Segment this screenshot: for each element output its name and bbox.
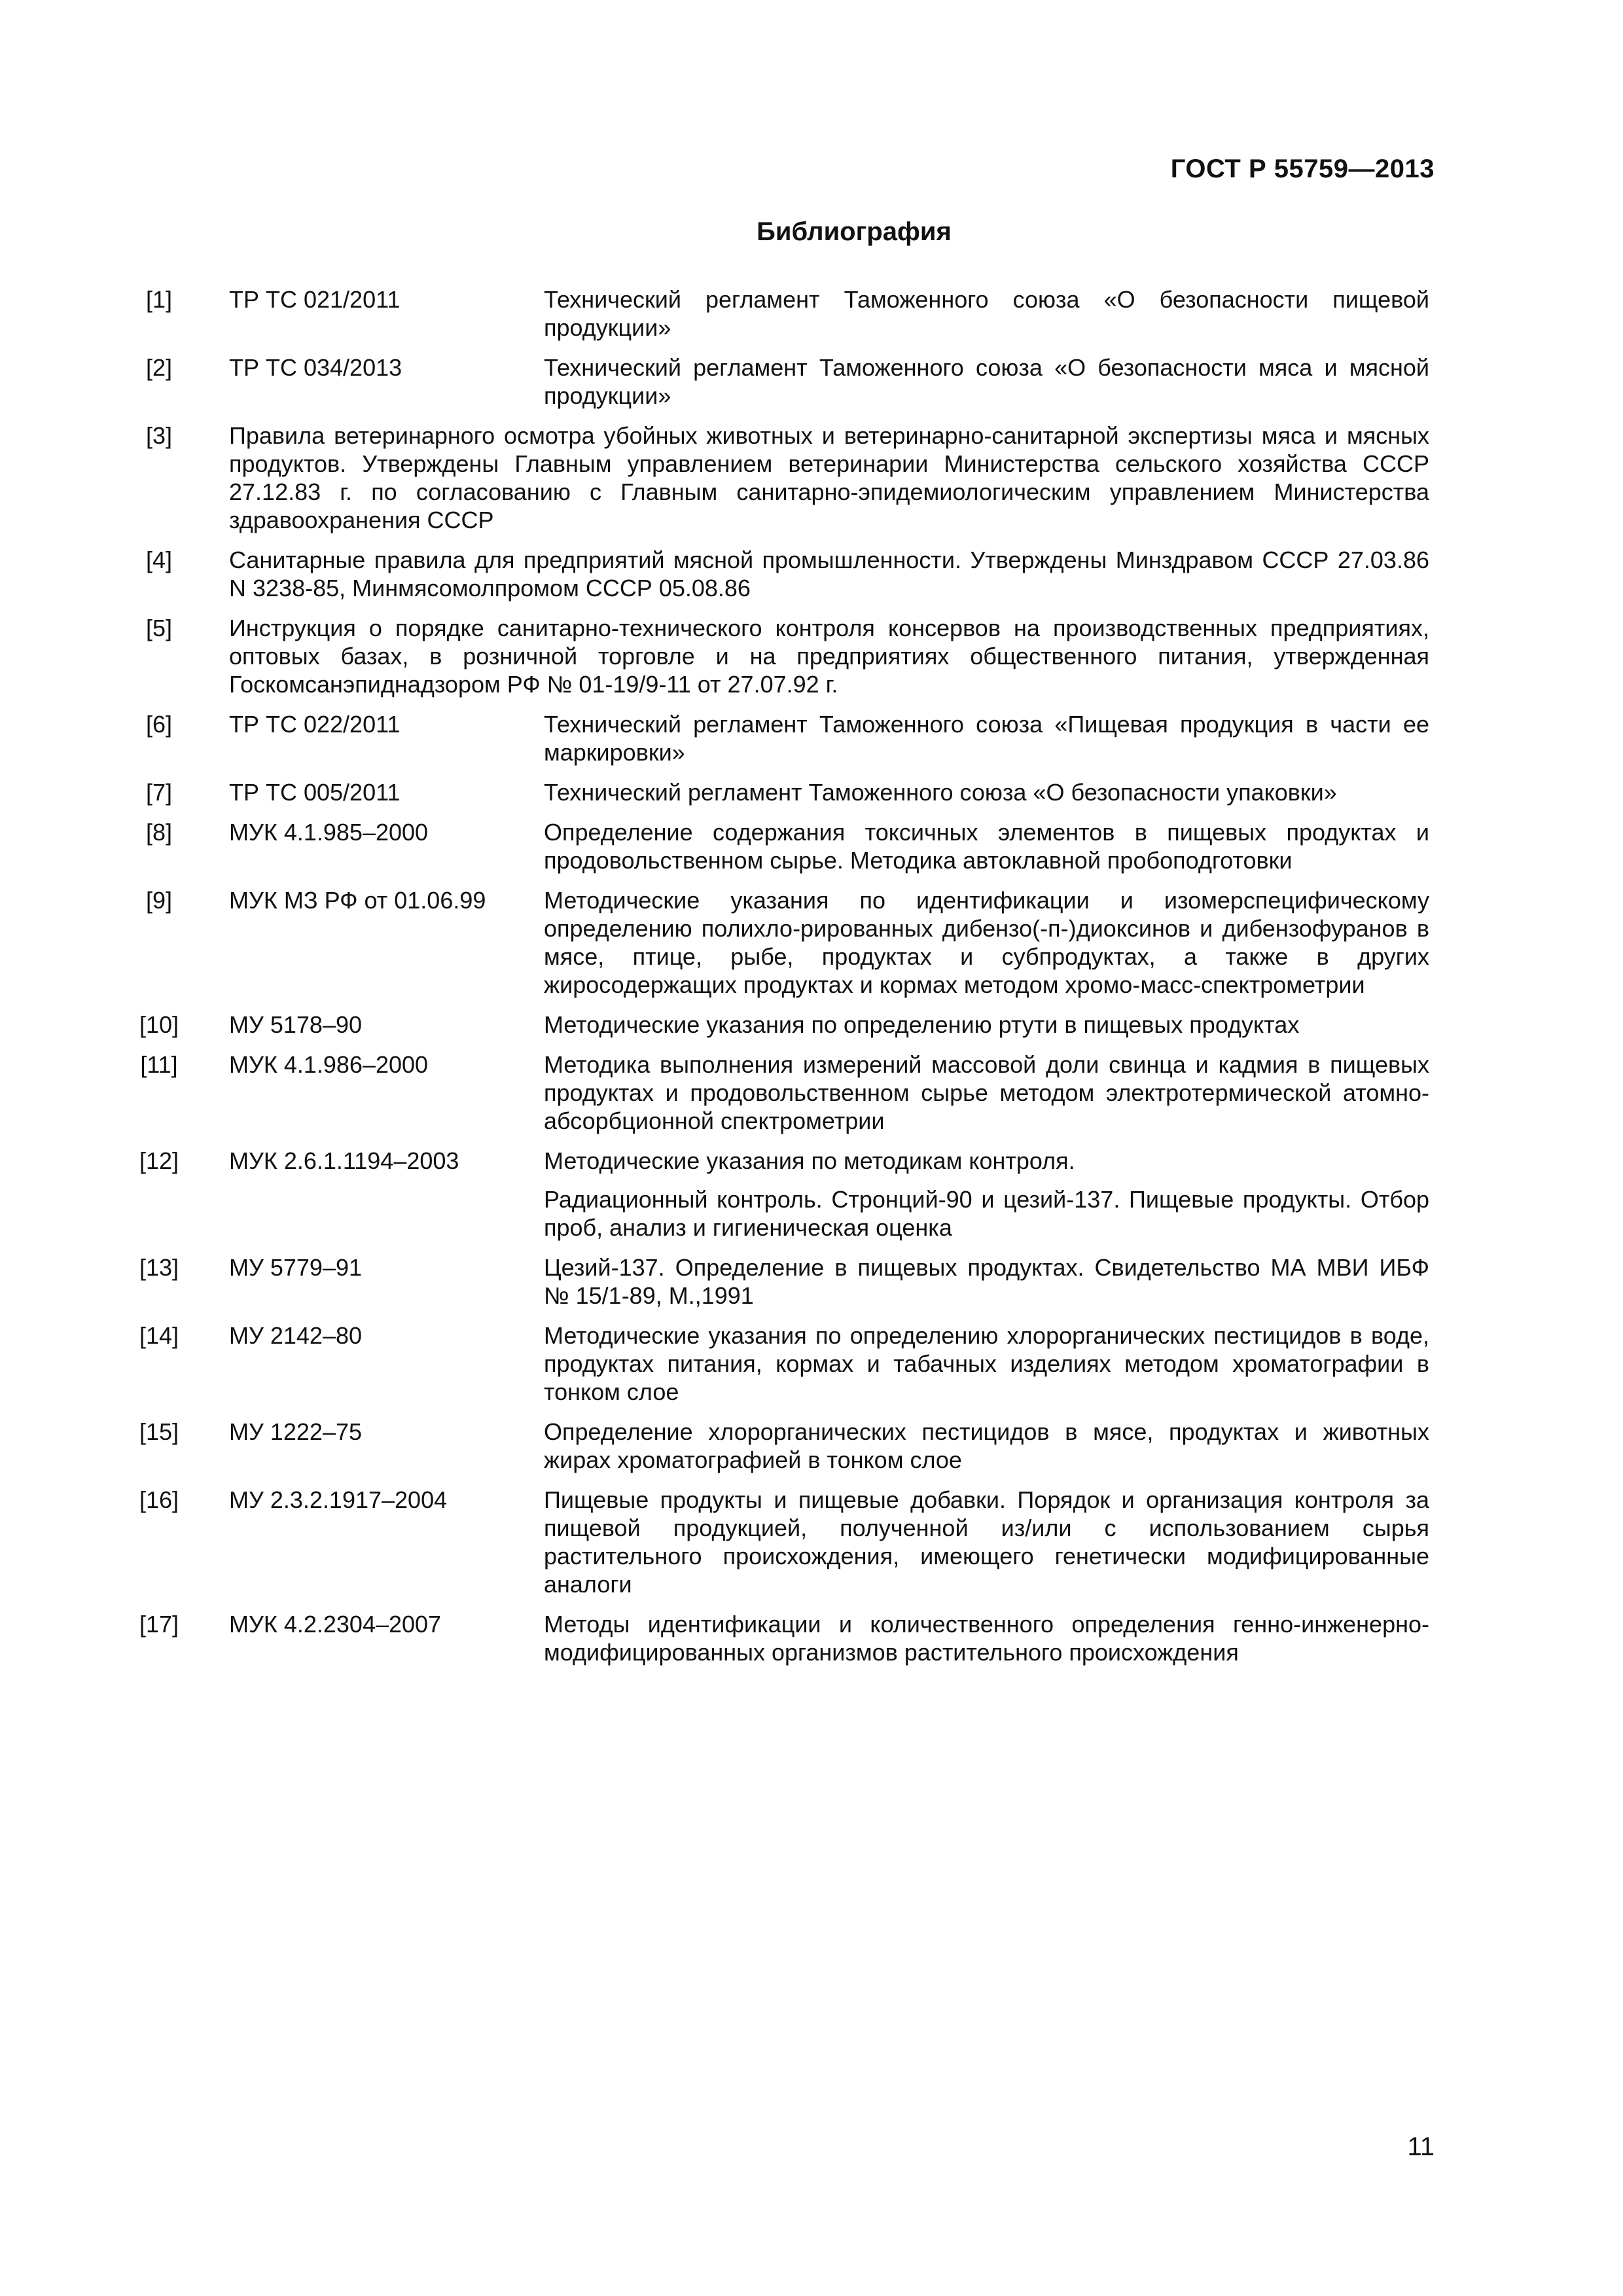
page-number: 11 [1407,2132,1435,2161]
entry-description [544,1011,1429,1039]
entry-number: [14] [139,1322,179,1349]
entry-number: [9] [145,887,173,914]
entry-description [544,285,1429,342]
entry-description [544,710,1429,766]
entry-code: МУК 4.1.985–2000 [229,819,429,846]
entry-number: [10] [139,1011,179,1038]
entry-description [229,546,1429,602]
entry-text: Технический регламент Таможенного союза «О безопасности упаковки» [544,779,1337,806]
entry-number: [15] [139,1418,179,1445]
entry-number: [6] [145,711,173,738]
entry-code: МУК МЗ РФ от 01.06.99 [229,887,486,914]
entry-text: Технический регламент Таможенного союза «Пищевая продукция в части ее маркировки» [544,711,1429,766]
entry-text: Определение содержания токсичных элементов в пищевых продуктах и продовольственном сырье. Методика автоклавной пробоподготовки [544,819,1429,874]
entry-code: ТР ТС 034/2013 [229,354,402,381]
entry-text: Правила ветеринарного осмотра убойных животных и ветеринарно-санитарной экспертизы мяса и мясных продуктов. Утверждены Главным управлением ветеринарии Министерства сельского хозяйства СССР 27.12.83 г. по согласованию с Главным санитарно-эпидемиологическим управлением Министерства здравоохранения СССР [229,422,1429,533]
entry-description [544,1610,1429,1666]
bibliography-entry [130,422,1429,534]
entry-text: Технический регламент Таможенного союза «О безопасности пищевой продукции» [544,286,1429,341]
bibliography-entry [130,1147,1429,1242]
entry-text: Пищевые продукты и пищевые добавки. Порядок и организация контроля за пищевой продукцией, полученной из/или с использованием сырья растительного происхождения, имеющего генетически модифицированные аналоги [544,1486,1429,1598]
entry-code: МУК 2.6.1.1194–2003 [229,1147,459,1174]
bibliography-entry [130,353,1429,410]
entry-number: [13] [139,1254,179,1281]
entry-description [544,1050,1429,1135]
entry-code: МУ 2.3.2.1917–2004 [229,1486,448,1513]
entry-number: [11] [140,1051,178,1078]
entry-code: МУ 2142–80 [229,1322,363,1349]
entry-text: Методические указания по методикам контроля. [544,1147,1075,1174]
bibliography-list [130,285,1429,1678]
bibliography-entry [130,710,1429,766]
entry-number: [2] [145,354,173,381]
entry-text: Радиационный контроль. Стронций-90 и цезий-137. Пищевые продукты. Отбор проб, анализ и гигиеническая оценка [544,1186,1429,1241]
entry-code: ТР ТС 022/2011 [229,711,401,738]
entry-number: [7] [145,779,173,806]
bibliography-entry [130,1253,1429,1310]
bibliography-entry [130,886,1429,999]
entry-description [544,886,1429,999]
entry-text: Методические указания по идентификации и изомерспецифическому определению полихло-рированных дибензо(-п-)диоксинов и дибензофуранов в мясе, птице, рыбе, продуктах и субпродуктах, а также в других жиросодержащих продуктах и кормах методом хромо-масс-спектрометрии [544,887,1429,998]
entry-text: Санитарные правила для предприятий мясной промышленности. Утверждены Минздравом СССР 27.03.86 N 3238-85, Минмясомолпромом СССР 05.08.86 [229,547,1429,601]
entry-description [544,1147,1429,1242]
entry-description [544,1486,1429,1598]
entry-number: [3] [145,422,173,449]
bibliography-entry [130,546,1429,602]
entry-text: Методические указания по определению хлорорганических пестицидов в воде, продуктах питания, кормах и табачных изделиях методом хроматографии в тонком слое [544,1322,1429,1405]
entry-code: МУ 1222–75 [229,1418,363,1445]
bibliography-entry [130,614,1429,698]
entry-text: Технический регламент Таможенного союза «О безопасности мяса и мясной продукции» [544,354,1429,409]
bibliography-entry [130,818,1429,874]
entry-text: Методы идентификации и количественного определения генно-инженерно-модифицированных организмов растительного происхождения [544,1611,1429,1666]
bibliography-entry [130,1418,1429,1474]
entry-text: Цезий-137. Определение в пищевых продуктах. Свидетельство МА МВИ ИБФ № 15/1-89, М.,1991 [544,1254,1429,1309]
entry-description [544,818,1429,874]
entry-text: Инструкция о порядке санитарно-технического контроля консервов на производственных предприятиях, оптовых базах, в розничной торговле и на предприятиях общественного питания, утвержденная Госкомсанэпиднадзором РФ № 01-19/9-11 от 27.07.92 г. [229,615,1429,698]
entry-text: Определение хлорорганических пестицидов в мясе, продуктах и животных жирах хроматографией в тонком слое [544,1418,1429,1473]
entry-description [544,1418,1429,1474]
bibliography-entry [130,1321,1429,1406]
entry-text: Методические указания по определению ртути в пищевых продуктах [544,1011,1300,1038]
entry-description [544,1253,1429,1310]
entry-code: МУК 4.2.2304–2007 [229,1611,442,1638]
entry-description [544,1321,1429,1406]
section-title: Библиография [757,217,952,246]
entry-number: [16] [139,1486,179,1513]
entry-description [544,353,1429,410]
entry-code: МУ 5178–90 [229,1011,363,1038]
document-code: ГОСТ Р 55759—2013 [1170,154,1435,183]
bibliography-entry [130,1050,1429,1135]
bibliography-entry [130,778,1429,806]
entry-number: [12] [139,1147,179,1174]
entry-code: МУК 4.1.986–2000 [229,1051,429,1078]
entry-code: ТР ТС 021/2011 [229,286,401,313]
entry-number: [8] [145,819,173,846]
entry-text: Методика выполнения измерений массовой доли свинца и кадмия в пищевых продуктах и продовольственном сырье методом электротермической атомно-абсорбционной спектрометрии [544,1051,1429,1134]
bibliography-entry [130,1610,1429,1666]
bibliography-entry [130,285,1429,342]
entry-code: ТР ТС 005/2011 [229,779,401,806]
entry-code: МУ 5779–91 [229,1254,363,1281]
entry-number: [1] [145,286,173,313]
entry-number: [4] [145,547,173,573]
bibliography-entry [130,1486,1429,1598]
entry-number: [17] [139,1611,179,1638]
entry-number: [5] [145,615,173,641]
entry-description [544,778,1429,806]
entry-description [229,614,1429,698]
bibliography-entry [130,1011,1429,1039]
entry-description [229,422,1429,534]
